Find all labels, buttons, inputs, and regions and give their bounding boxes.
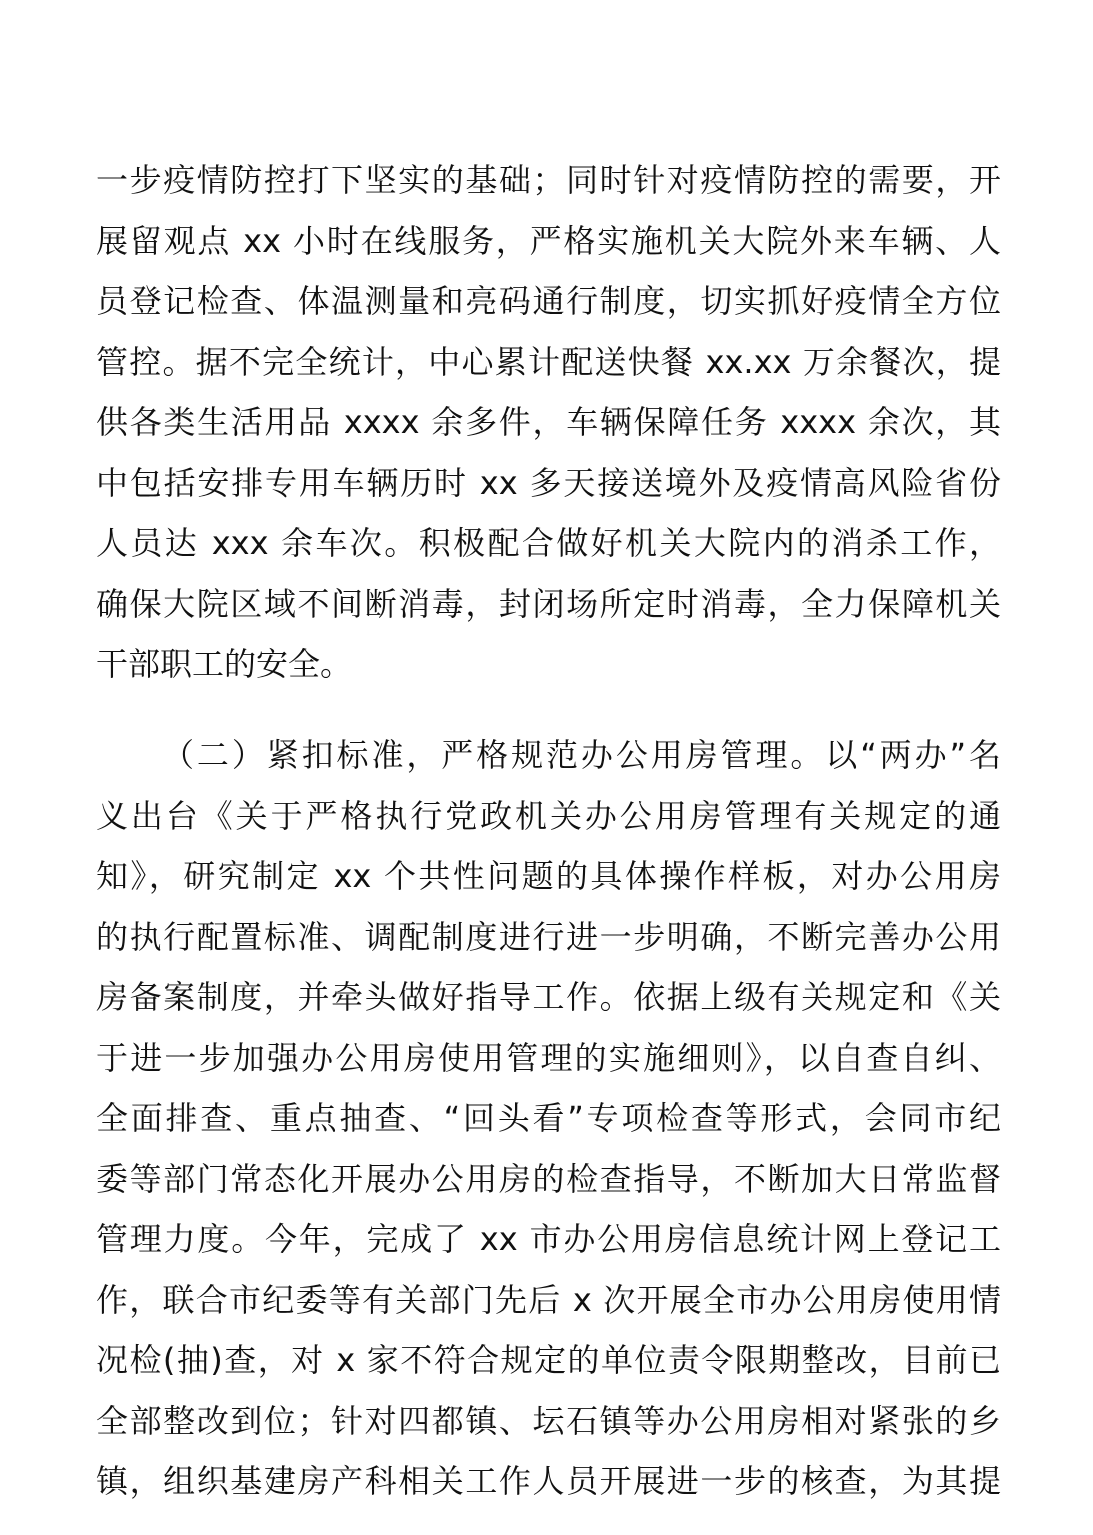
- text-line: 义出台《关于严格执行党政机关办公用房管理有关规定的通: [96, 796, 1001, 835]
- paragraph-epidemic-support: [96, 150, 1001, 695]
- text-line: 全部整改到位；针对四都镇、坛石镇等办公用房相对紧张的乡: [96, 1401, 1001, 1440]
- text-line: 镇，组织基建房产科相关工作人员开展进一步的核查，为其提: [96, 1462, 1001, 1500]
- text-line: 况检(抽)查，对 x 家不符合规定的单位责令限期整改，目前已: [96, 1341, 1001, 1379]
- text-line: 供各类生活用品 xxxx 余多件，车辆保障任务 xxxx 余次，其: [96, 403, 1001, 441]
- paragraph-office-space-management: [96, 725, 1001, 1512]
- text-line: 人员达 xxx 余车次。积极配合做好机关大院内的消杀工作，: [96, 524, 1001, 562]
- text-line: 于进一步加强办公用房使用管理的实施细则》，以自查自纠、: [96, 1038, 1001, 1077]
- text-line: 中包括安排专用车辆历时 xx 多天接送境外及疫情高风险省份: [96, 463, 1001, 502]
- text-line: 员登记检查、体温测量和亮码通行制度，切实抓好疫情全方位: [96, 282, 1001, 320]
- text-line: 全面排查、重点抽查、“回头看”专项检查等形式，会同市纪: [96, 1099, 1001, 1137]
- text-line: 管理力度。今年，完成了 xx 市办公用房信息统计网上登记工: [96, 1220, 1001, 1258]
- text-line: 确保大院区域不间断消毒，封闭场所定时消毒，全力保障机关: [96, 584, 1001, 623]
- text-line: 干部职工的安全。: [96, 645, 353, 683]
- text-line: 委等部门常态化开展办公用房的检查指导，不断加大日常监督: [96, 1159, 1001, 1198]
- text-line: 一步疫情防控打下坚实的基础；同时针对疫情防控的需要，开: [96, 161, 1001, 199]
- text-line: 展留观点 xx 小时在线服务，严格实施机关大院外来车辆、人: [96, 221, 1001, 260]
- text-line: 的执行配置标准、调配制度进行进一步明确，不断完善办公用: [96, 917, 1001, 956]
- text-line: 知》，研究制定 xx 个共性问题的具体操作样板，对办公用房: [96, 857, 1001, 895]
- text-line: 作，联合市纪委等有关部门先后 x 次开展全市办公用房使用情: [96, 1280, 1001, 1319]
- text-line: 管控。据不完全统计，中心累计配送快餐 xx.xx 万余餐次，提: [96, 342, 1001, 381]
- text-line: 房备案制度，并牵头做好指导工作。依据上级有关规定和《关: [96, 978, 1001, 1016]
- section-heading-line: （二）紧扣标准，严格规范办公用房管理。以“两办”名: [162, 736, 1001, 774]
